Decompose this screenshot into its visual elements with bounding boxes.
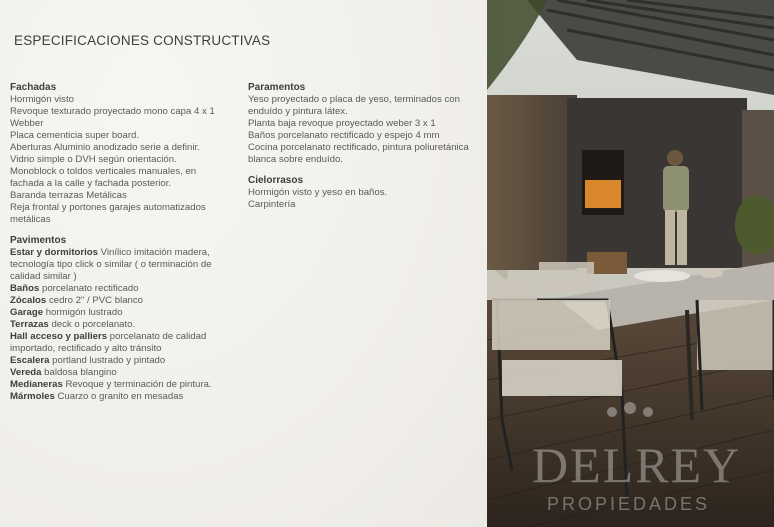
spec-line: Hormigón visto xyxy=(10,94,74,105)
chair-right xyxy=(697,300,774,370)
section-fachadas xyxy=(10,82,222,226)
spec-item xyxy=(10,331,222,355)
spec-item-label: Garage xyxy=(10,307,44,318)
spec-line: Placa cementicia super board. xyxy=(10,130,140,141)
spec-item xyxy=(10,295,222,307)
section-heading: Paramentos xyxy=(248,82,306,93)
spec-item xyxy=(10,391,222,403)
spec-item xyxy=(10,247,222,283)
spec-item-text: porcelanato rectificado xyxy=(42,283,139,294)
spec-item xyxy=(10,283,222,295)
spec-item-label: Baños xyxy=(10,283,40,294)
spec-item-text: cedro 2" / PVC blanco xyxy=(48,295,144,306)
spec-item-text: deck o porcelanato. xyxy=(51,319,136,330)
terrace-scene xyxy=(487,0,774,527)
spec-item-label: Mármoles xyxy=(10,391,55,402)
spec-item-text: Vinílico imitación madera, tecnología tipo click o similar ( o terminación de calidad similar ) xyxy=(10,247,212,282)
spec-item xyxy=(10,379,222,391)
bbq-fire xyxy=(585,180,621,208)
spec-line: Baños porcelanato rectificado y espejo 4 mm xyxy=(248,130,440,141)
spec-item-text: Revoque y terminación de pintura. xyxy=(65,379,212,390)
spec-item-label: Medianeras xyxy=(10,379,63,390)
terrace-render-image xyxy=(487,0,774,527)
chair-front-seat xyxy=(502,360,622,396)
spec-item-label: Terrazas xyxy=(10,319,49,330)
spec-line: Yeso proyectado o placa de yeso, terminados con enduído y pintura látex. xyxy=(248,94,460,117)
left-column xyxy=(10,82,222,412)
section-heading: Pavimentos xyxy=(10,235,67,246)
spec-line: Aberturas Aluminio anodizado serie a definir. Vidrio simple o DVH según orientación. xyxy=(10,142,200,165)
right-column xyxy=(248,82,470,220)
spec-line: Baranda terrazas Metálicas xyxy=(10,190,127,201)
spec-line: Monoblock o toldos verticales manuales, en fachada a la calle y fachada posterior. xyxy=(10,166,197,189)
spec-line: Reja frontal y portones garajes automatizados metálicas xyxy=(10,202,206,225)
spec-item xyxy=(10,307,222,319)
spec-item-text: porcelanato de calidad importado, rectificado y alto tránsito xyxy=(10,331,207,354)
spec-line: Planta baja revoque proyectado weber 3 x 1 xyxy=(248,118,436,129)
spec-item-text: baldosa blangino xyxy=(44,367,117,378)
spec-item-text: portland lustrado y pintado xyxy=(52,355,166,366)
section-pavimentos xyxy=(10,235,222,403)
plates xyxy=(634,270,690,282)
bowl xyxy=(699,268,723,278)
chair-left-back xyxy=(487,270,537,300)
section-cielorrasos xyxy=(248,175,470,211)
spec-line: Hormigón visto y yeso en baños. xyxy=(248,187,388,198)
watermark-sub: PROPIEDADES xyxy=(547,494,711,514)
spec-line: Revoque texturado proyectado mono capa 4 x 1 Webber xyxy=(10,106,215,129)
spec-item-label: Vereda xyxy=(10,367,42,378)
spec-item-label: Hall acceso y palliers xyxy=(10,331,108,342)
spec-item-label: Zócalos xyxy=(10,295,47,306)
spec-item-label: Estar y dormitorios xyxy=(10,247,98,258)
chair-front-back xyxy=(492,300,610,350)
spec-item-text: Cuarzo o granito en mesadas xyxy=(57,391,184,402)
chair-mid-back xyxy=(539,262,594,292)
back-wall xyxy=(487,95,577,270)
spec-item xyxy=(10,367,222,379)
spec-line: Cocina porcelanato rectificado, pintura poliuretánica blanca sobre enduído. xyxy=(248,142,469,165)
spec-item xyxy=(10,355,222,367)
section-heading: Fachadas xyxy=(10,82,57,93)
section-paramentos xyxy=(248,82,470,166)
spec-item-label: Escalera xyxy=(10,355,50,366)
watermark-brand: DELREY xyxy=(532,437,742,493)
section-heading: Cielorrasos xyxy=(248,175,304,186)
spec-item-text: hormigón lustrado xyxy=(45,307,123,318)
spec-line: Carpintería xyxy=(248,199,296,210)
page-title: ESPECIFICACIONES CONSTRUCTIVAS xyxy=(14,33,271,48)
spec-item xyxy=(10,319,222,331)
